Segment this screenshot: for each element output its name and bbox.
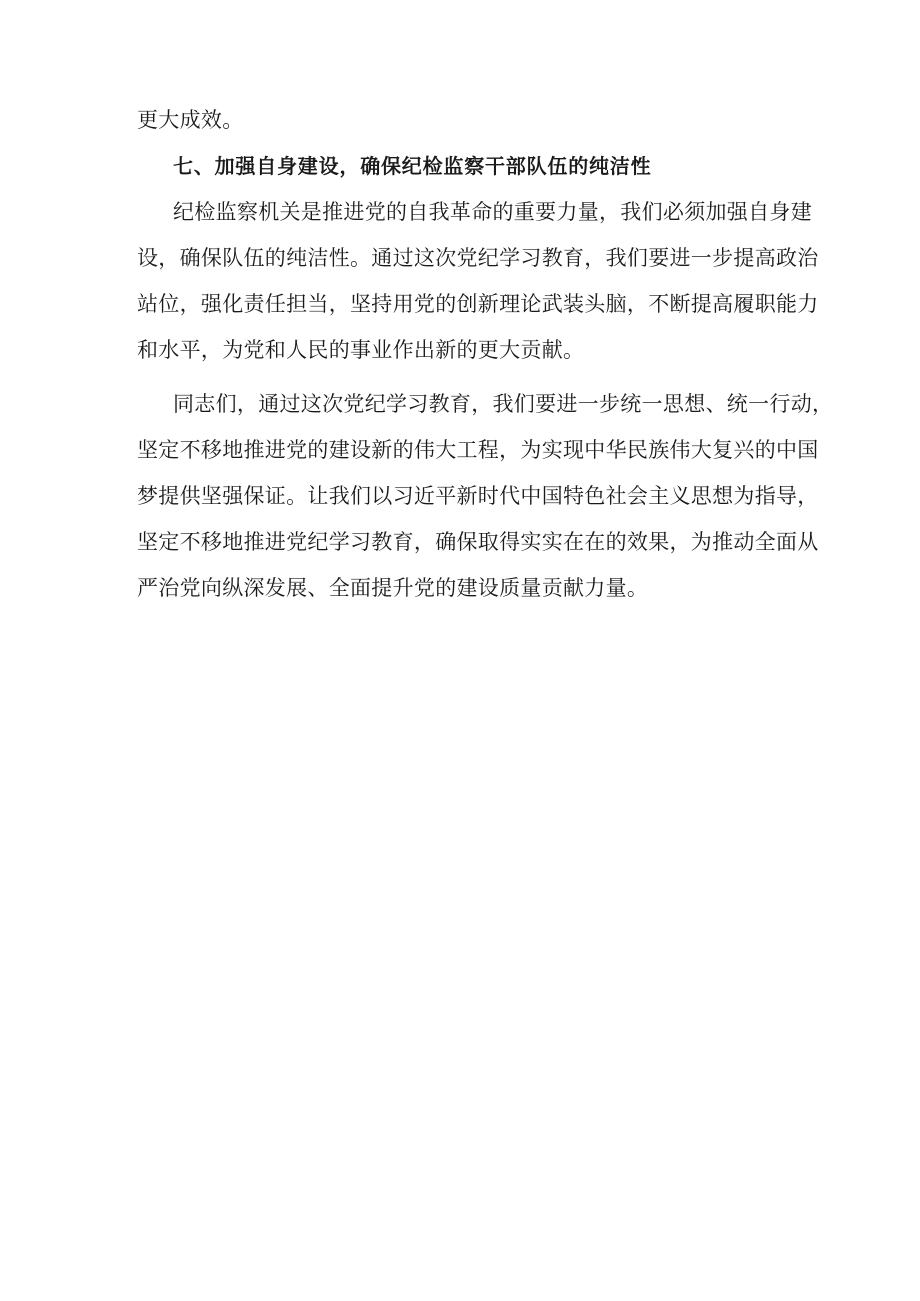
paragraph-line: 坚定不移地推进党纪学习教育，确保取得实实在在的效果，为推动全面从 [137, 530, 819, 554]
paragraph-line: 和水平，为党和人民的事业作出新的更大贡献。 [137, 338, 585, 362]
paragraph-line: 坚定不移地推进党的建设新的伟大工程，为实现中华民族伟大复兴的中国 [137, 438, 819, 462]
paragraph-line: 梦提供坚强保证。让我们以习近平新时代中国特色社会主义思想为指导， [137, 484, 819, 508]
paragraph-2 [137, 381, 834, 611]
continuation-line: 更大成效。 [137, 108, 244, 132]
paragraph-line: 设，确保队伍的纯洁性。通过这次党纪学习教育，我们要进一步提高政治 [137, 246, 819, 270]
section-heading: 七、加强自身建设，确保纪检监察干部队伍的纯洁性 [173, 154, 652, 178]
document-body [137, 97, 834, 611]
paragraph-line: 纪检监察机关是推进党的自我革命的重要力量，我们必须加强自身建 [173, 200, 812, 224]
paragraph-line: 同志们，通过这次党纪学习教育，我们要进一步统一思想、统一行动， [173, 392, 834, 416]
paragraph-spacer [137, 373, 787, 381]
paragraph-line: 严治党向纵深发展、全面提升党的建设质量贡献力量。 [137, 576, 649, 600]
paragraph-1 [137, 189, 819, 373]
paragraph-line: 站位，强化责任担当，坚持用党的创新理论武装头脑，不断提高履职能力 [137, 292, 819, 316]
